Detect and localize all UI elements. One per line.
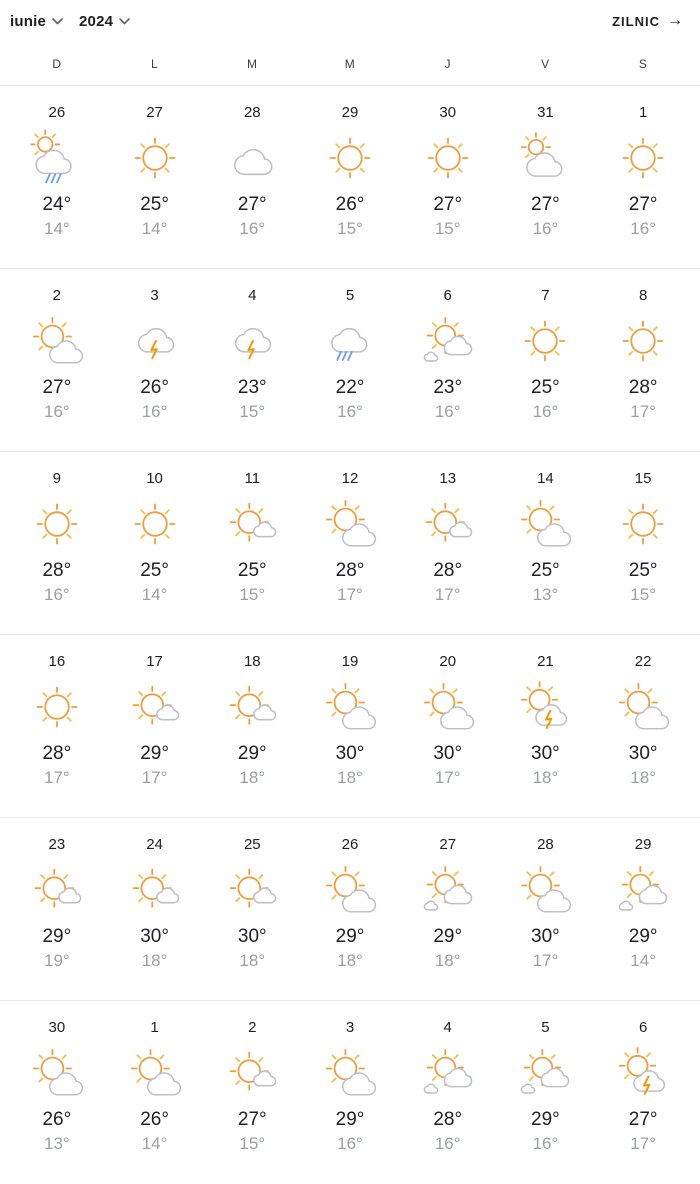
day-cell[interactable] [594,452,692,634]
day-cell[interactable] [203,452,301,634]
high-temp: 26° [42,1109,72,1130]
day-cell[interactable] [8,452,106,634]
high-temp: 25° [628,560,658,581]
low-temp: 13° [532,585,559,604]
sun-small-cloud-icon [419,495,477,553]
sunny-icon [516,312,574,370]
high-temp: 30° [531,926,560,947]
low-temp: 18° [239,768,266,787]
day-date: 27 [439,836,457,853]
day-cell[interactable] [301,269,399,451]
low-temp: 18° [630,768,656,787]
low-temp: 16° [434,1134,461,1153]
high-temp: 28° [433,1109,463,1130]
low-temp: 16° [43,402,70,421]
sun-cloud-icon [419,678,477,736]
day-date: 7 [541,287,550,304]
low-temp: 14° [141,1134,168,1153]
day-cell[interactable] [301,635,399,817]
sun-thunder-icon [614,1044,672,1102]
low-temp: 15° [337,219,363,238]
daily-view-label: ZILNIC [612,13,660,29]
day-cell[interactable] [399,269,497,451]
low-temp: 16° [337,402,363,421]
sun-cloud-extra-icon [419,312,477,370]
week-row [0,452,700,635]
day-cell[interactable] [301,452,399,634]
day-date: 20 [439,653,457,670]
low-temp: 14° [141,585,168,604]
day-date: 30 [48,1019,66,1036]
day-date: 30 [439,104,457,121]
sun-cloud-extra-icon [516,1044,574,1102]
weekday-header-row [0,42,700,86]
sun-small-cloud-icon [223,678,281,736]
cloud-sun-icon [516,129,574,187]
high-temp: 28° [335,560,365,581]
sunny-icon [28,495,86,553]
day-date: 26 [341,836,359,853]
low-temp: 15° [630,585,656,604]
day-cell[interactable] [399,86,497,268]
high-temp: 29° [140,743,169,764]
date-selectors [10,13,130,30]
high-temp: 23° [237,377,267,398]
high-temp: 30° [237,926,267,947]
sun-small-cloud-icon [126,861,184,919]
day-date: 27 [146,104,163,121]
low-temp: 16° [337,1134,363,1153]
day-date: 17 [146,653,163,670]
day-cell[interactable] [203,818,301,1000]
low-temp: 14° [43,219,70,238]
low-temp: 16° [434,402,461,421]
high-temp: 27° [531,194,560,215]
low-temp: 15° [434,219,461,238]
day-cell[interactable] [8,269,106,451]
sunny-icon [614,129,672,187]
low-temp: 17° [630,402,656,421]
day-cell[interactable] [594,1001,692,1184]
high-temp: 27° [237,194,267,215]
high-temp: 28° [42,743,72,764]
day-date: 31 [537,104,554,121]
day-cell[interactable] [106,452,204,634]
sun-rain-icon [28,129,86,187]
sun-cloud-extra-icon [614,861,672,919]
weekday-label: V [541,56,550,71]
low-temp: 17° [141,768,168,787]
low-temp: 18° [141,951,168,970]
high-temp: 25° [237,560,267,581]
year-label: 2024 [79,12,114,30]
sun-cloud-extra-icon [419,1044,477,1102]
day-date: 16 [48,653,66,670]
day-date: 11 [244,470,261,487]
low-temp: 14° [630,951,656,970]
day-date: 19 [341,653,359,670]
sun-small-cloud-icon [223,495,281,553]
day-date: 1 [638,104,648,121]
day-date: 18 [243,653,261,670]
high-temp: 30° [531,743,560,764]
daily-view-link[interactable] [612,12,684,30]
top-bar [0,0,700,42]
day-cell[interactable] [203,269,301,451]
high-temp: 26° [140,377,169,398]
high-temp: 27° [237,1109,267,1130]
sun-small-cloud-icon [223,861,281,919]
sunny-icon [126,129,184,187]
day-cell[interactable] [106,269,204,451]
low-temp: 16° [532,1134,559,1153]
sun-cloud-icon [126,1044,184,1102]
day-cell[interactable] [8,818,106,1000]
low-temp: 17° [434,768,461,787]
day-cell[interactable] [497,86,595,268]
high-temp: 30° [433,743,463,764]
low-temp: 19° [43,951,70,970]
high-temp: 30° [335,743,365,764]
day-cell[interactable] [399,1001,497,1184]
high-temp: 22° [335,377,365,398]
month-dropdown[interactable] [10,13,63,30]
high-temp: 29° [42,926,72,947]
high-temp: 27° [628,194,658,215]
high-temp: 25° [531,560,560,581]
sun-cloud-icon [28,1044,86,1102]
low-temp: 16° [141,402,168,421]
low-temp: 17° [532,951,559,970]
day-cell[interactable] [497,269,595,451]
low-temp: 18° [532,768,559,787]
year-dropdown[interactable] [79,13,130,30]
high-temp: 26° [140,1109,169,1130]
weekday-label: M [344,56,356,71]
high-temp: 23° [433,377,463,398]
thunderstorm-icon [126,312,184,370]
day-cell[interactable] [106,635,204,817]
day-cell[interactable] [203,86,301,268]
low-temp: 18° [337,768,363,787]
day-cell[interactable] [301,1001,399,1184]
sunny-icon [321,129,379,187]
sun-cloud-icon [516,495,574,553]
day-date: 15 [634,470,652,487]
low-temp: 16° [532,402,559,421]
sun-cloud-icon [516,861,574,919]
low-temp: 14° [141,219,168,238]
weekday-label: S [638,56,648,71]
day-cell[interactable] [594,86,692,268]
day-date: 3 [150,287,159,304]
sunny-icon [614,312,672,370]
sun-small-cloud-icon [223,1044,281,1102]
high-temp: 27° [433,194,463,215]
month-label: iunie [10,12,47,30]
day-date: 28 [243,104,261,121]
high-temp: 27° [42,377,72,398]
day-date: 10 [146,470,163,487]
low-temp: 17° [337,585,363,604]
day-date: 2 [52,287,62,304]
low-temp: 18° [239,951,266,970]
day-cell[interactable] [106,818,204,1000]
sun-small-cloud-icon [126,678,184,736]
high-temp: 29° [433,926,463,947]
day-cell[interactable] [106,86,204,268]
day-cell[interactable] [203,635,301,817]
week-row [0,269,700,452]
sun-cloud-icon [321,678,379,736]
high-temp: 29° [335,1109,365,1130]
day-cell[interactable] [8,86,106,268]
day-date: 5 [541,1019,550,1036]
low-temp: 17° [43,768,70,787]
day-cell[interactable] [594,269,692,451]
high-temp: 28° [42,560,72,581]
weekday-label: D [52,56,62,71]
sun-thunder-icon [516,678,574,736]
day-date: 29 [341,104,359,121]
day-date: 4 [443,1019,452,1036]
high-temp: 24° [42,194,72,215]
week-row [0,1001,700,1184]
sun-cloud-icon [614,678,672,736]
week-row [0,818,700,1001]
low-temp: 15° [239,1134,266,1153]
day-date: 3 [345,1019,355,1036]
high-temp: 25° [140,194,169,215]
low-temp: 18° [434,951,461,970]
day-cell[interactable] [497,635,595,817]
sunny-icon [126,495,184,553]
day-date: 26 [48,104,66,121]
day-cell[interactable] [8,1001,106,1184]
low-temp: 17° [434,585,461,604]
arrow-right-icon: → [667,12,684,29]
sun-cloud-icon [321,495,379,553]
low-temp: 15° [239,402,266,421]
day-date: 13 [439,470,457,487]
day-cell[interactable] [8,635,106,817]
day-date: 1 [150,1019,159,1036]
thunderstorm-icon [223,312,281,370]
low-temp: 17° [630,1134,656,1153]
low-temp: 15° [239,585,266,604]
low-temp: 16° [239,219,266,238]
high-temp: 29° [335,926,365,947]
day-cell[interactable] [203,1001,301,1184]
high-temp: 25° [531,377,560,398]
weekday-label: L [150,56,159,71]
sun-cloud-icon [321,1044,379,1102]
high-temp: 25° [140,560,169,581]
day-cell[interactable] [497,1001,595,1184]
day-date: 8 [638,287,648,304]
weekday-label: M [247,56,258,71]
day-cell[interactable] [106,1001,204,1184]
day-date: 29 [634,836,652,853]
high-temp: 28° [433,560,463,581]
low-temp: 16° [532,219,559,238]
day-date: 12 [341,470,359,487]
day-cell[interactable] [399,635,497,817]
chevron-down-icon [119,18,130,25]
day-date: 21 [537,653,554,670]
low-temp: 16° [43,585,70,604]
chevron-down-icon [52,18,63,25]
high-temp: 30° [628,743,658,764]
weekday-label: J [444,56,451,71]
high-temp: 28° [628,377,658,398]
day-cell[interactable] [399,452,497,634]
low-temp: 16° [630,219,656,238]
rain-icon [321,312,379,370]
day-date: 5 [345,287,355,304]
sun-cloud-extra-icon [419,861,477,919]
sunny-icon [419,129,477,187]
week-row [0,86,700,269]
day-date: 22 [634,653,652,670]
day-date: 2 [248,1019,257,1036]
day-cell[interactable] [497,818,595,1000]
day-date: 9 [52,470,62,487]
high-temp: 27° [628,1109,658,1130]
day-date: 6 [638,1019,648,1036]
sun-cloud-icon [28,312,86,370]
sunny-icon [614,495,672,553]
day-date: 4 [248,287,257,304]
cloudy-icon [223,129,281,187]
high-temp: 29° [531,1109,560,1130]
high-temp: 26° [335,194,365,215]
day-date: 14 [537,470,554,487]
day-cell[interactable] [301,818,399,1000]
day-cell[interactable] [594,635,692,817]
day-date: 6 [443,287,452,304]
low-temp: 13° [43,1134,70,1153]
high-temp: 30° [140,926,169,947]
day-cell[interactable] [497,452,595,634]
low-temp: 18° [337,951,363,970]
sun-cloud-icon [321,861,379,919]
day-date: 24 [146,836,163,853]
day-date: 23 [48,836,66,853]
sun-small-cloud-icon [28,861,86,919]
high-temp: 29° [628,926,658,947]
day-cell[interactable] [399,818,497,1000]
sunny-icon [28,678,86,736]
day-cell[interactable] [594,818,692,1000]
day-date: 25 [243,836,261,853]
high-temp: 29° [237,743,267,764]
calendar-weeks [0,86,700,1184]
day-date: 28 [537,836,554,853]
week-row [0,635,700,818]
day-cell[interactable] [301,86,399,268]
